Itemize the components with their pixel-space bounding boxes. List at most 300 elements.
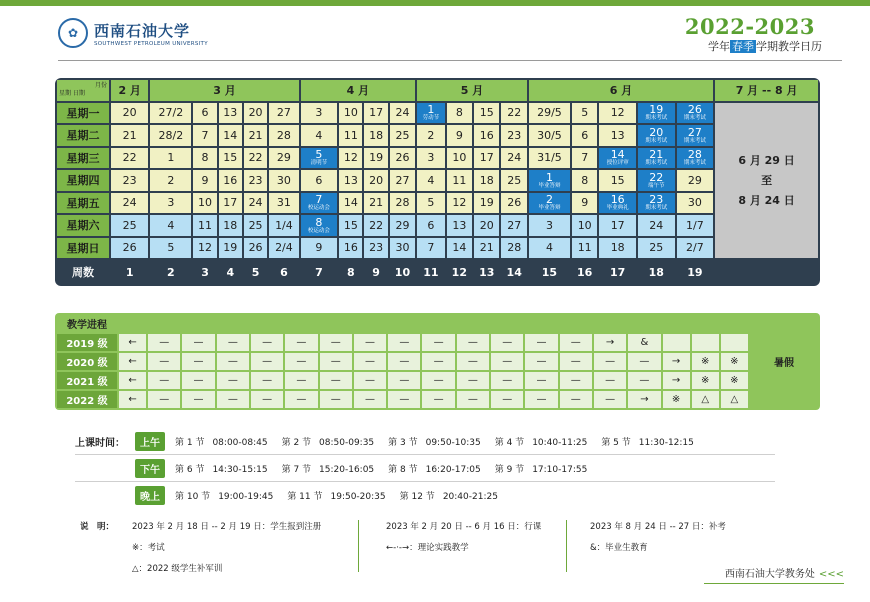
month-header: 5 月: [417, 80, 527, 101]
date-cell: [193, 148, 216, 169]
progress-cell: —: [182, 334, 214, 351]
period-time: 11:30-12:15: [638, 437, 694, 448]
progress-cell: —: [320, 391, 352, 408]
date-number: 24: [507, 151, 522, 165]
date-cell: [501, 215, 526, 236]
progress-cell: —: [251, 353, 283, 370]
progress-cell: —: [594, 372, 626, 389]
footer-office-name: 西南石油大学教务处: [724, 569, 815, 580]
afternoon-tag: 下午: [135, 459, 165, 478]
progress-cell: —: [525, 353, 557, 370]
date-number: 18: [479, 173, 494, 187]
date-cell: [150, 215, 191, 236]
date-number: 26: [122, 241, 137, 255]
university-logo: [58, 18, 208, 48]
date-cell: [677, 215, 714, 236]
date-number: 8: [455, 106, 463, 120]
date-number: 21: [369, 196, 384, 210]
progress-cell: —: [354, 372, 386, 389]
notes-column-2: [386, 520, 541, 562]
date-cell: [244, 148, 267, 169]
date-cell: [447, 103, 472, 124]
event-label: 毕业答辩: [538, 182, 561, 189]
date-cell: [474, 193, 499, 214]
week-number: 1: [111, 260, 148, 284]
date-cell: [301, 103, 338, 124]
subtitle-semester: 春季: [732, 40, 754, 53]
class-period: [495, 462, 588, 475]
event-label: 授位评审: [606, 160, 629, 166]
progress-row: [57, 391, 818, 408]
event-label: 劳动节: [422, 115, 440, 121]
date-cell: [572, 170, 597, 191]
date-cell: [501, 125, 526, 146]
date-cell: [269, 193, 298, 214]
date-cell: [150, 148, 191, 169]
date-cell: [529, 148, 570, 169]
event-label: 校运动会: [307, 227, 330, 234]
date-number: 25: [248, 218, 263, 232]
date-number: 9: [201, 173, 209, 187]
weekday-label: 星期二: [57, 125, 109, 146]
date-number: 16: [343, 241, 358, 255]
date-cell: [193, 193, 216, 214]
corner-header: [57, 80, 109, 101]
footer-arrows: <<<: [818, 569, 844, 580]
header-divider: [58, 60, 842, 61]
date-number: 28: [395, 196, 410, 210]
weekday-label: 星期五: [57, 193, 109, 214]
date-number: 25: [649, 241, 664, 255]
date-number: 22: [122, 151, 137, 165]
event-date-cell: [301, 215, 338, 236]
date-number: 19: [223, 241, 238, 255]
date-cell: [474, 125, 499, 146]
schedule-row-afternoon: [75, 455, 775, 482]
progress-cell: —: [525, 372, 557, 389]
date-number: 17: [610, 218, 625, 232]
class-period: [287, 489, 385, 502]
date-cell: [269, 170, 298, 191]
progress-cell: —: [285, 334, 317, 351]
date-number: 11: [343, 128, 358, 142]
date-number: 19: [649, 103, 664, 116]
date-cell: [501, 238, 526, 259]
date-cell: [193, 238, 216, 259]
progress-table: [55, 313, 820, 410]
date-number: 28/2: [158, 128, 184, 142]
period-time: 19:00-19:45: [218, 492, 274, 502]
date-cell: [111, 125, 148, 146]
date-cell: [572, 215, 597, 236]
progress-cell: ←: [119, 391, 146, 408]
notes-divider: [358, 520, 359, 572]
month-header: 3 月: [150, 80, 298, 101]
date-cell: [572, 193, 597, 214]
date-cell: [529, 125, 570, 146]
date-cell: [269, 125, 298, 146]
date-cell: [219, 103, 242, 124]
progress-cell: —: [217, 353, 249, 370]
progress-cell: —: [217, 372, 249, 389]
progress-cell: △: [721, 391, 748, 408]
date-number: 17: [369, 106, 384, 120]
progress-cell: —: [560, 372, 592, 389]
week-number: 8: [339, 260, 362, 284]
date-number: 7: [427, 241, 435, 255]
date-cell: [364, 125, 387, 146]
progress-cell: —: [285, 372, 317, 389]
progress-cell: —: [422, 334, 454, 351]
event-date-cell: [638, 170, 675, 191]
date-cell: [447, 125, 472, 146]
date-cell: [301, 170, 338, 191]
date-number: 15: [223, 151, 238, 165]
date-cell: [219, 238, 242, 259]
date-number: 3: [427, 151, 435, 165]
date-number: 14: [452, 241, 467, 255]
date-cell: [111, 238, 148, 259]
note-item: 2023 年 2 月 18 日 -- 2 月 19 日：学生报到注册: [132, 522, 322, 532]
date-cell: [390, 125, 415, 146]
date-cell: [501, 170, 526, 191]
date-cell: [529, 238, 570, 259]
date-number: 11: [198, 218, 213, 232]
period-number: 第 9 节: [494, 464, 525, 475]
progress-cell: —: [491, 391, 523, 408]
note-item: &：毕业生教育: [590, 543, 648, 553]
date-cell: [417, 148, 444, 169]
period-time: 09:50-10:35: [425, 437, 481, 448]
calendar-row: [57, 148, 818, 169]
progress-cell: —: [285, 353, 317, 370]
date-cell: [193, 125, 216, 146]
evening-tag: 晚上: [135, 486, 165, 505]
cohort-label: 2020 级: [57, 353, 117, 370]
progress-panel: [55, 313, 820, 410]
date-number: 13: [223, 106, 238, 120]
date-number: 3: [167, 196, 175, 210]
progress-cell: —: [182, 372, 214, 389]
event-date-cell: [638, 103, 675, 124]
date-cell: [269, 215, 298, 236]
date-cell: [364, 215, 387, 236]
week-number: 7: [301, 260, 338, 284]
date-cell: [339, 193, 362, 214]
event-date-cell: [599, 148, 636, 169]
date-cell: [244, 170, 267, 191]
date-number: 28: [687, 148, 702, 161]
date-number: 21: [122, 128, 137, 142]
date-number: 5: [581, 106, 589, 120]
date-cell: [599, 125, 636, 146]
date-number: 21: [479, 241, 494, 255]
summer-break-cell: [715, 103, 818, 259]
date-number: 19: [479, 196, 494, 210]
event-label: 期末考试: [683, 160, 706, 166]
class-period: [282, 435, 375, 448]
summer-break-text: 至: [761, 174, 773, 188]
date-cell: [339, 215, 362, 236]
date-cell: [447, 148, 472, 169]
date-number: 10: [343, 106, 358, 120]
date-number: 7: [581, 151, 589, 165]
date-number: 2: [167, 173, 175, 187]
date-number: 1/7: [686, 218, 704, 232]
date-cell: [572, 103, 597, 124]
progress-cell: ←: [119, 372, 146, 389]
progress-cell: ※: [692, 353, 719, 370]
progress-cell: —: [491, 353, 523, 370]
week-number-empty: [715, 260, 818, 284]
date-number: 3: [315, 106, 323, 120]
progress-cell: ※: [663, 391, 690, 408]
date-number: 23: [649, 193, 664, 206]
date-number: 29: [687, 173, 702, 187]
date-number: 26: [687, 103, 702, 116]
date-number: 25: [395, 128, 410, 142]
date-number: 17: [223, 196, 238, 210]
period-time: 17:10-17:55: [532, 464, 588, 475]
date-number: 28: [276, 128, 291, 142]
progress-cell: [692, 334, 719, 351]
date-number: 24: [248, 196, 263, 210]
period-number: 第 7 节: [281, 464, 312, 475]
date-number: 20: [479, 218, 494, 232]
date-cell: [447, 170, 472, 191]
period-number: 第 4 节: [494, 437, 525, 448]
class-period: [601, 435, 694, 448]
date-number: 7: [201, 128, 209, 142]
logo-english-name: SOUTHWEST PETROLEUM UNIVERSITY: [94, 40, 208, 47]
date-cell: [447, 193, 472, 214]
progress-title: 教学进程: [67, 320, 107, 331]
date-cell: [501, 103, 526, 124]
logo-chinese-name: 西南石油大学: [94, 21, 191, 40]
progress-cell: —: [457, 391, 489, 408]
date-number: 23: [122, 173, 137, 187]
date-number: 1: [545, 170, 553, 184]
date-number: 27: [276, 106, 291, 120]
footer-line: [704, 583, 844, 584]
date-number: 30: [276, 173, 291, 187]
event-date-cell: [301, 193, 338, 214]
progress-cell: —: [182, 391, 214, 408]
date-cell: [677, 193, 714, 214]
progress-cell: —: [628, 353, 660, 370]
progress-cell: —: [457, 372, 489, 389]
progress-cell: —: [491, 372, 523, 389]
week-number: 14: [501, 260, 526, 284]
date-number: 4: [315, 128, 323, 142]
period-time: 16:20-17:05: [425, 464, 481, 475]
date-cell: [390, 215, 415, 236]
note-item: ※：考试: [132, 543, 165, 553]
period-time: 14:30-15:15: [212, 464, 268, 475]
event-date-cell: [677, 148, 714, 169]
event-date-cell: [638, 125, 675, 146]
date-number: 27: [395, 173, 410, 187]
class-period: [175, 435, 268, 448]
note-item: 2023 年 8 月 24 日 -- 27 日：补考: [590, 522, 726, 532]
date-number: 17: [479, 151, 494, 165]
event-date-cell: [638, 148, 675, 169]
top-accent-bar: [0, 0, 870, 6]
date-cell: [529, 215, 570, 236]
date-cell: [339, 238, 362, 259]
subtitle-prefix: 学年: [708, 40, 730, 53]
corner-month-label: 月份: [94, 82, 107, 90]
date-cell: [390, 170, 415, 191]
class-period: [388, 462, 481, 475]
period-number: 第 6 节: [175, 464, 205, 475]
date-number: 12: [610, 106, 625, 120]
date-number: 12: [452, 196, 467, 210]
class-period: [175, 489, 273, 502]
weekday-label: 星期六: [57, 215, 109, 236]
date-cell: [529, 103, 570, 124]
date-cell: [244, 193, 267, 214]
progress-cell: —: [251, 334, 283, 351]
week-number: 3: [193, 260, 216, 284]
date-number: 25: [122, 218, 137, 232]
date-number: 16: [479, 128, 494, 142]
class-period: [388, 435, 481, 448]
weekday-label: 星期日: [57, 238, 109, 259]
date-number: 10: [198, 196, 213, 210]
date-number: 9: [455, 128, 463, 142]
date-number: 9: [581, 196, 589, 210]
note-item: 2023 年 2 月 20 日 -- 6 月 16 日：行课: [386, 522, 542, 532]
progress-cell: —: [388, 391, 420, 408]
date-cell: [193, 103, 216, 124]
date-number: 18: [610, 241, 625, 255]
date-cell: [244, 103, 267, 124]
date-number: 4: [545, 241, 553, 255]
cohort-label: 2022 级: [57, 391, 117, 408]
event-date-cell: [301, 148, 338, 169]
progress-cell: —: [251, 372, 283, 389]
progress-cell: —: [560, 334, 592, 351]
date-cell: [244, 125, 267, 146]
date-number: 24: [122, 196, 137, 210]
period-time: 08:50-09:35: [319, 437, 375, 448]
date-number: 14: [610, 148, 625, 161]
progress-cell: —: [388, 334, 420, 351]
date-cell: [150, 238, 191, 259]
progress-cell: →: [594, 334, 626, 351]
event-label: 毕业答辩: [538, 205, 561, 211]
date-cell: [390, 193, 415, 214]
date-cell: [269, 103, 298, 124]
week-number: 10: [390, 260, 415, 284]
date-cell: [339, 103, 362, 124]
date-number: 10: [452, 151, 467, 165]
summer-holiday-label: 暑假: [750, 315, 818, 408]
class-schedule: [75, 428, 775, 509]
date-cell: [193, 170, 216, 191]
progress-cell: →: [663, 353, 690, 370]
date-number: 1/4: [275, 218, 293, 232]
date-number: 27: [507, 218, 522, 232]
period-time: 15:20-16:05: [319, 464, 375, 475]
date-cell: [572, 148, 597, 169]
morning-tag: 上午: [135, 432, 165, 451]
date-number: 5: [427, 196, 435, 210]
date-number: 15: [343, 218, 358, 232]
event-label: 毕业典礼: [606, 205, 629, 211]
date-cell: [390, 103, 415, 124]
note-item: △：2022 级学生补军训: [132, 564, 223, 574]
schedule-label: 上课时间：: [75, 437, 125, 449]
event-date-cell: [599, 193, 636, 214]
date-cell: [150, 103, 191, 124]
progress-cell: —: [285, 391, 317, 408]
date-cell: [417, 193, 444, 214]
date-number: 15: [610, 173, 625, 187]
event-date-cell: [638, 193, 675, 214]
date-number: 20: [248, 106, 263, 120]
date-number: 13: [452, 218, 467, 232]
date-number: 31: [276, 196, 291, 210]
date-cell: [417, 125, 444, 146]
date-cell: [219, 170, 242, 191]
university-emblem-icon: ✿: [58, 18, 88, 48]
progress-cell: →: [628, 391, 660, 408]
event-date-cell: [677, 103, 714, 124]
date-number: 14: [223, 128, 238, 142]
schedule-row-morning: [75, 428, 775, 455]
progress-cell: —: [525, 391, 557, 408]
subtitle-suffix: 学期教学日历: [756, 40, 822, 53]
date-cell: [219, 215, 242, 236]
period-time: 08:00-08:45: [212, 437, 268, 448]
date-cell: [244, 215, 267, 236]
date-cell: [638, 215, 675, 236]
progress-cell: —: [148, 372, 180, 389]
note-item: ←-·-→：理论实践教学: [386, 543, 469, 553]
date-cell: [501, 148, 526, 169]
event-label: 校运动会: [307, 205, 330, 211]
class-period: [400, 489, 498, 502]
schedule-row-evening: [75, 482, 775, 509]
progress-cell: —: [422, 391, 454, 408]
date-number: 6: [427, 218, 435, 232]
date-number: 16: [223, 173, 238, 187]
weekday-label: 星期四: [57, 170, 109, 191]
date-cell: [599, 215, 636, 236]
footer-office: [725, 565, 844, 580]
progress-cell: —: [217, 334, 249, 351]
progress-cell: ※: [692, 372, 719, 389]
date-cell: [111, 170, 148, 191]
summer-break-text: 6 月 29 日: [738, 154, 795, 168]
date-number: 22: [369, 218, 384, 232]
progress-cell: —: [320, 334, 352, 351]
date-number: 26: [248, 241, 263, 255]
date-number: 23: [248, 173, 263, 187]
date-number: 30/5: [537, 128, 562, 142]
summer-break-text: 8 月 24 日: [738, 194, 795, 208]
date-cell: [417, 215, 444, 236]
date-cell: [339, 148, 362, 169]
date-cell: [111, 193, 148, 214]
progress-row: [57, 372, 818, 389]
date-cell: [501, 193, 526, 214]
date-number: 6: [315, 173, 323, 187]
date-cell: [269, 238, 298, 259]
date-cell: [572, 238, 597, 259]
